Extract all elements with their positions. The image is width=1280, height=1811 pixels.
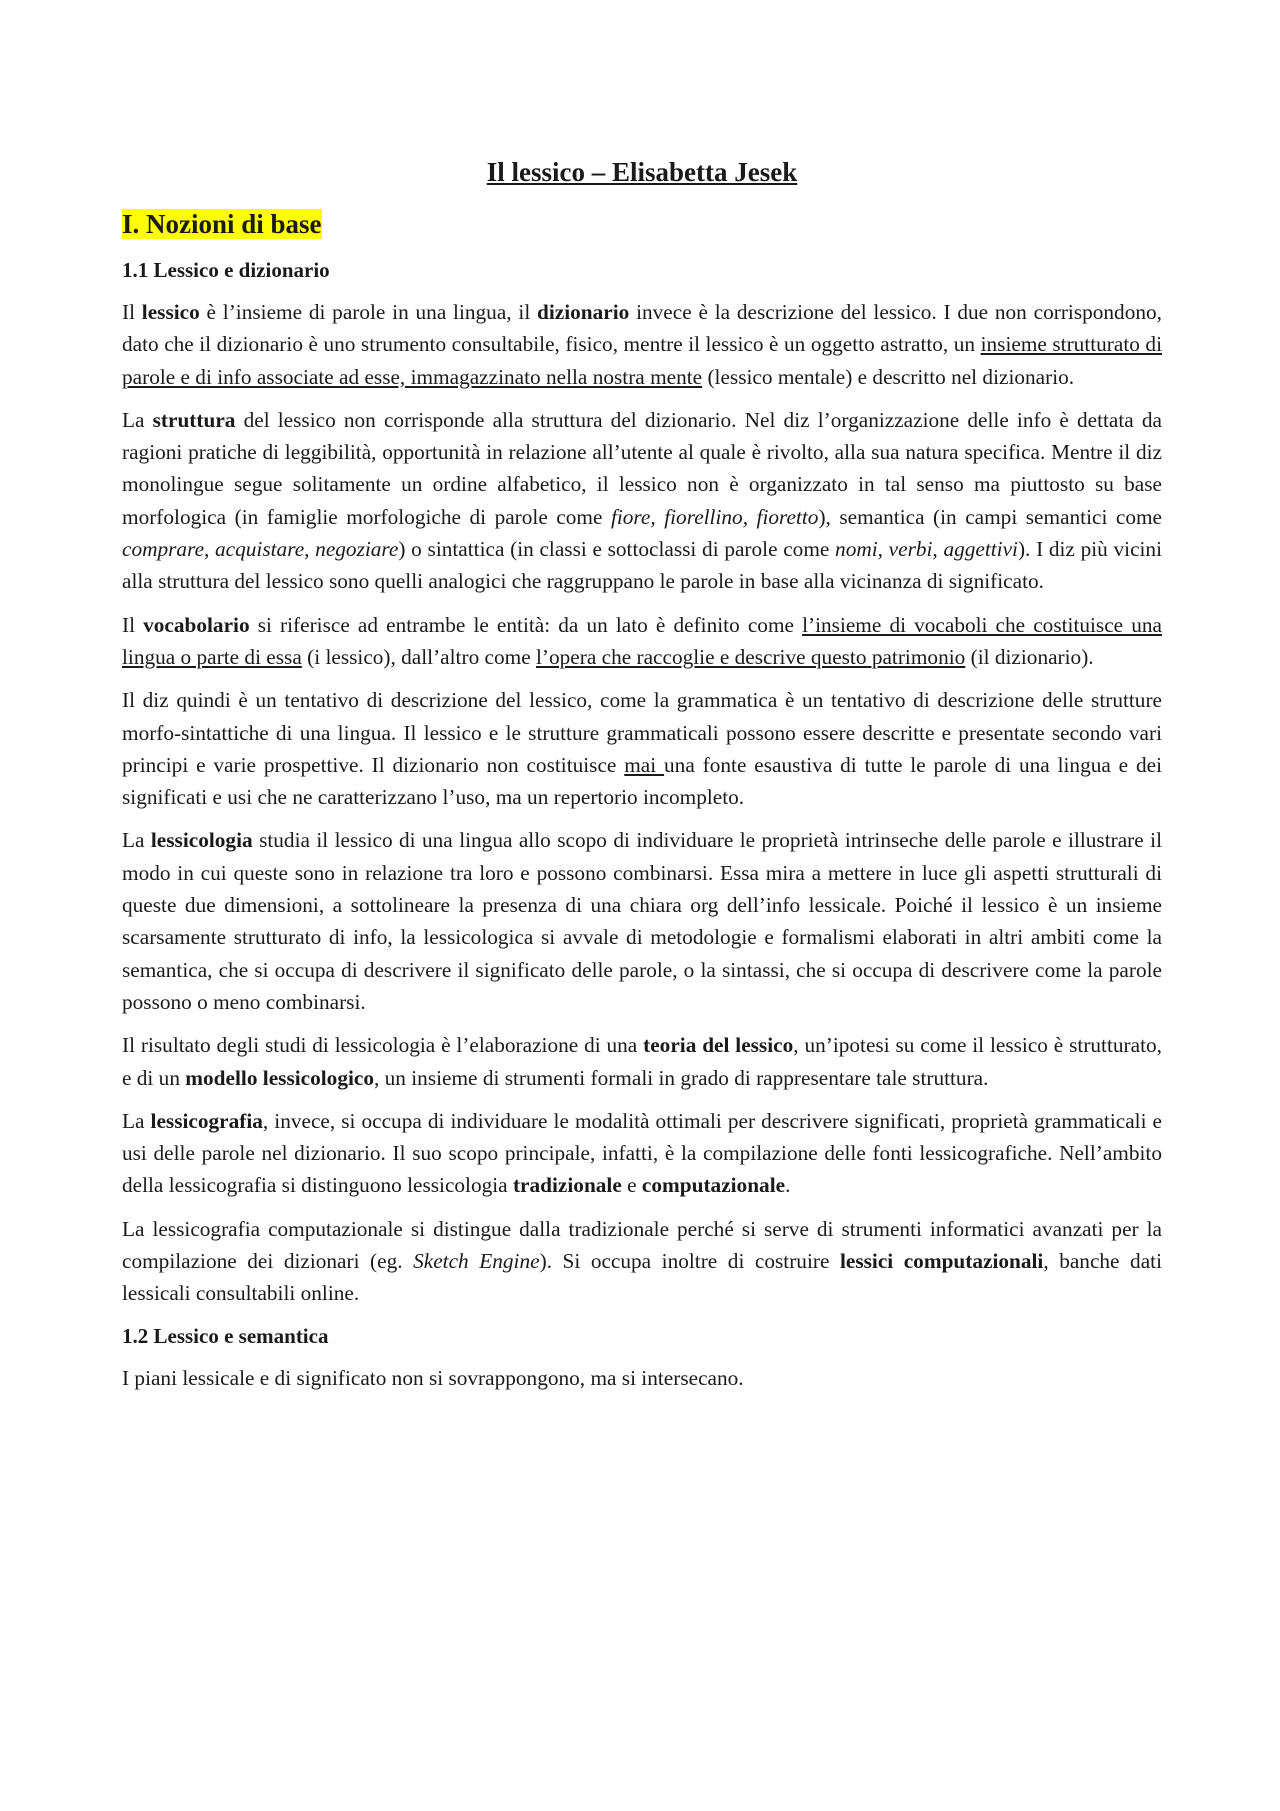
paragraph-teoria-lessico: Il risultato degli studi di lessicologia è l’elaborazione di una teoria del lessico, un’ipotesi su come il lessico è strutturato, e di un modello lessicologico, un insieme di strumenti formali in grado di rappresentare tale struttura.	[122, 1033, 1162, 1090]
subsection-heading-1-1: 1.1 Lessico e dizionario	[122, 258, 330, 282]
subsection-heading-1-2: 1.2 Lessico e semantica	[122, 1323, 329, 1348]
term-struttura: struttura	[152, 407, 236, 432]
paragraph-lessicografia: La lessicografia, invece, si occupa di individuare le modalità ottimali per descrivere significati, proprietà grammaticali e usi delle parole nel dizionario. Il suo scopo principale, infatti, è la compilazione delle fonti lessicografiche. Nell’ambito della lessicografia si distinguono lessicologia tradizionale e computazionale.	[122, 1108, 1162, 1198]
example-semantico: comprare, acquistare, negoziare	[122, 537, 399, 562]
paragraph-lessico-dizionario: Il lessico è l’insieme di parole in una lingua, il dizionario invece è la descrizione del lessico. I due non corrispondono, dato che il dizionario è uno strumento consultabile, fisico, mentre il lessico è un oggetto astratto, un insieme strutturato di parole e di info associate ad esse, immagazzinato nella nostra mente (lessico mentale) e descritto nel dizionario.	[122, 300, 1162, 389]
underlined-mai: mai	[624, 752, 665, 777]
paragraph-lessicografia-computazionale: La lessicografia computazionale si distingue dalla tradizionale perché si serve di strumenti informatici avanzati per la compilazione dei dizionari (eg. Sketch Engine). Si occupa inoltre di costruire lessici computazionali, banche dati lessicali consultabili online.	[122, 1216, 1162, 1306]
example-sintattico: nomi, verbi, aggettivi	[835, 537, 1018, 562]
underlined-definition-dizionario: l’opera che raccoglie e descrive questo patrimonio	[535, 644, 966, 669]
section-heading-1	[122, 206, 1162, 242]
term-vocabolario: vocabolario	[143, 612, 250, 637]
underlined-definition: insieme strutturato di parole e di info associate ad esse, immagazzinato nella nostra mente	[122, 332, 1162, 389]
tool-name: Sketch Engine	[413, 1249, 540, 1274]
section-heading-1-highlight: I. Nozioni di base	[122, 209, 322, 239]
term-teoria-del-lessico: teoria del lessico	[643, 1033, 794, 1058]
document-body	[122, 152, 1162, 1405]
paragraph-vocabolario: Il vocabolario si riferisce ad entrambe le entità: da un lato è definito come l’insieme di vocaboli che costituisce una lingua o parte di essa (i lessico), dall’altro come l’opera che raccoglie e descrive questo patrimonio (il dizionario).	[122, 612, 1162, 669]
term-computazionale: computazionale	[641, 1173, 786, 1198]
paragraph-lessicologia: La lessicologia studia il lessico di una lingua allo scopo di individuare le proprietà intrinseche delle parole e illustrare il modo in cui queste sono in relazione tra loro e possono combinarsi. Essa mira a mettere in luce gli aspetti strutturali di queste due dimensioni, a sottolineare la presenza di una chiara org dell’info lessicale. Poiché il lessico è un insieme scarsamente strutturato di info, la lessicologica si avvale di metodologie e formalismi elaborati in altri ambiti come la semantica, che si occupa di descrivere il significato delle parole, o la sintassi, che si occupa di descrivere come la parole possono o meno combinarsi.	[122, 828, 1162, 1014]
paragraph-lessico-semantica: I piani lessicale e di significato non si sovrappongono, ma si intersecano.	[122, 1365, 744, 1390]
term-lessicografia: lessicografia	[150, 1108, 263, 1133]
term-lessici-computazionali: lessici computazionali	[839, 1249, 1044, 1274]
term-dizionario: dizionario	[537, 300, 630, 324]
example-morfologico: fiore, fiorellino, fioretto	[610, 504, 819, 529]
term-modello-lessicologico: modello lessicologico	[185, 1065, 374, 1090]
underlined-definition-lessico: l’insieme di vocaboli che costituisce una lingua o parte di essa	[122, 612, 1162, 669]
document-title: Il lessico – Elisabetta Jesek	[486, 157, 798, 187]
term-lessicologia: lessicologia	[150, 828, 253, 853]
term-tradizionale: tradizionale	[512, 1173, 622, 1198]
paragraph-struttura: La struttura del lessico non corrisponde alla struttura del dizionario. Nel diz l’organizzazione delle info è dettata da ragioni pratiche di leggibilità, opportunità in relazione all’utente al quale è rivolto, alla sua natura specifica. Mentre il diz monolingue segue solitamente un ordine alfabetico, il lessico non è organizzato in tal senso ma piuttosto su base morfologica (in famiglie morfologiche di parole come fiore, fiorellino, fioretto), semantica (in campi semantici come comprare, acquistare, negoziare) o sintattica (in classi e sottoclassi di parole come nomi, verbi, aggettivi). I diz più vicini alla struttura del lessico sono quelli analogici che raggruppano le parole in base alla vicinanza di significato.	[122, 407, 1163, 594]
paragraph-diz-grammatica: Il diz quindi è un tentativo di descrizione del lessico, come la grammatica è un tentativo di descrizione delle strutture morfo-sintattiche di una lingua. Il lessico e le strutture grammaticali possono essere descritte e presentate secondo vari principi e varie prospettive. Il dizionario non costituisce mai una fonte esaustiva di tutte le parole di una lingua e dei significati e usi che ne caratterizzano l’uso, ma un repertorio incompleto.	[122, 688, 1163, 810]
term-lessico: lessico	[141, 300, 200, 324]
